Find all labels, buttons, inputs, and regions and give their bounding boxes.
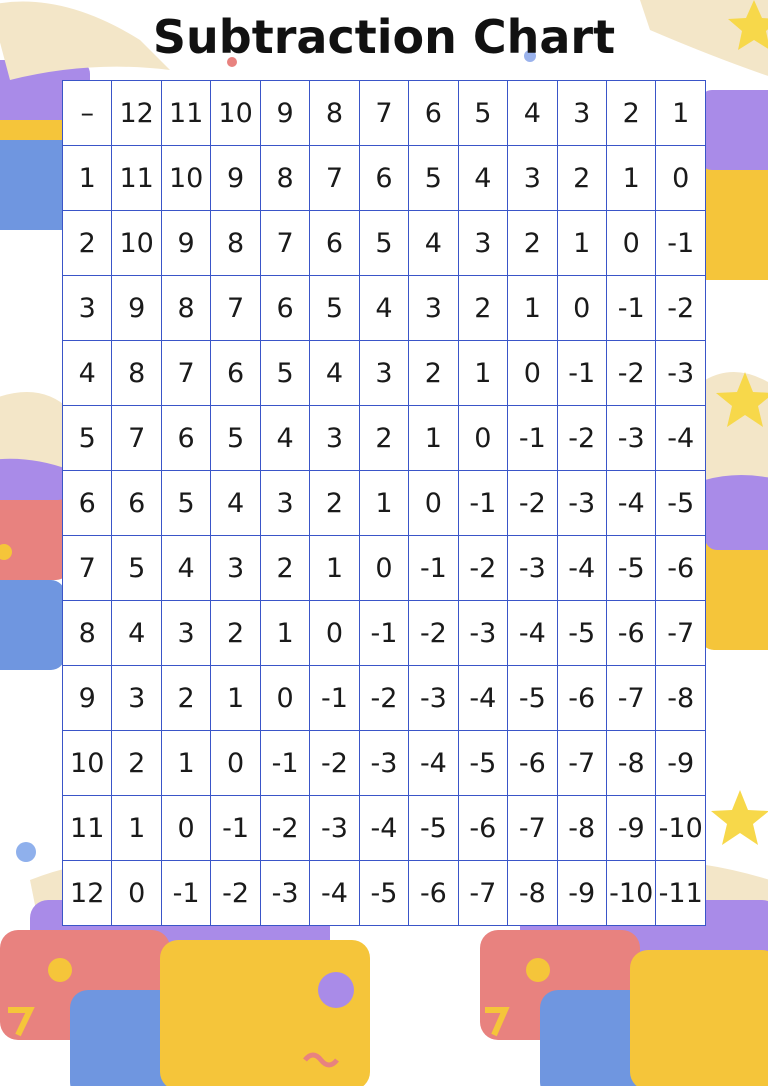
- table-cell: -2: [458, 536, 507, 601]
- table-cell: 3: [211, 536, 260, 601]
- table-cell: 10: [112, 211, 161, 276]
- table-cell: -7: [656, 601, 706, 666]
- table-cell: -4: [458, 666, 507, 731]
- header-cell: 5: [458, 81, 507, 146]
- table-row: [63, 146, 706, 211]
- table-cell: 8: [211, 211, 260, 276]
- table-cell: 6: [310, 211, 359, 276]
- table-cell: 1: [310, 536, 359, 601]
- header-cell: 11: [161, 81, 210, 146]
- table-cell: -1: [656, 211, 706, 276]
- table-cell: 7: [260, 211, 309, 276]
- table-cell: 6: [161, 406, 210, 471]
- row-header-cell: 9: [63, 666, 112, 731]
- table-cell: -1: [458, 471, 507, 536]
- table-row: [63, 341, 706, 406]
- table-cell: -3: [606, 406, 655, 471]
- table-cell: 1: [508, 276, 557, 341]
- table-row: [63, 471, 706, 536]
- table-cell: -7: [606, 666, 655, 731]
- table-cell: -4: [557, 536, 606, 601]
- table-cell: -2: [409, 601, 458, 666]
- table-cell: 6: [260, 276, 309, 341]
- table-cell: 11: [112, 146, 161, 211]
- table-row: [63, 796, 706, 861]
- table-cell: -8: [508, 861, 557, 926]
- table-cell: -3: [260, 861, 309, 926]
- table-cell: 3: [359, 341, 408, 406]
- header-cell: 2: [606, 81, 655, 146]
- table-cell: 6: [211, 341, 260, 406]
- table-cell: -2: [211, 861, 260, 926]
- table-row: [63, 406, 706, 471]
- table-cell: -7: [458, 861, 507, 926]
- table-cell: -9: [656, 731, 706, 796]
- table-cell: -1: [409, 536, 458, 601]
- table-cell: 9: [161, 211, 210, 276]
- table-cell: -5: [606, 536, 655, 601]
- table-cell: 10: [161, 146, 210, 211]
- row-header-cell: 12: [63, 861, 112, 926]
- table-cell: -3: [656, 341, 706, 406]
- table-cell: -4: [359, 796, 408, 861]
- table-cell: -9: [557, 861, 606, 926]
- table-cell: 1: [606, 146, 655, 211]
- table-cell: 6: [112, 471, 161, 536]
- table-cell: -5: [458, 731, 507, 796]
- table-cell: 4: [310, 341, 359, 406]
- row-header-cell: 10: [63, 731, 112, 796]
- row-header-cell: 8: [63, 601, 112, 666]
- table-cell: 4: [211, 471, 260, 536]
- header-cell: 9: [260, 81, 309, 146]
- table-cell: -1: [557, 341, 606, 406]
- header-row: [63, 81, 706, 146]
- table-cell: -8: [606, 731, 655, 796]
- table-cell: 1: [359, 471, 408, 536]
- table-cell: 3: [161, 601, 210, 666]
- table-cell: 5: [409, 146, 458, 211]
- table-cell: -3: [310, 796, 359, 861]
- table-cell: -3: [409, 666, 458, 731]
- table-cell: 3: [409, 276, 458, 341]
- table-cell: -10: [656, 796, 706, 861]
- table-cell: -1: [508, 406, 557, 471]
- table-cell: 1: [557, 211, 606, 276]
- table-cell: 4: [359, 276, 408, 341]
- header-cell: 1: [656, 81, 706, 146]
- table-cell: -6: [656, 536, 706, 601]
- header-cell: 6: [409, 81, 458, 146]
- table-cell: -3: [359, 731, 408, 796]
- subtraction-table: [62, 80, 706, 926]
- table-cell: 0: [112, 861, 161, 926]
- table-cell: 2: [409, 341, 458, 406]
- header-cell: 8: [310, 81, 359, 146]
- table-cell: 5: [310, 276, 359, 341]
- table-cell: 2: [161, 666, 210, 731]
- table-cell: -3: [508, 536, 557, 601]
- page-title: Subtraction Chart: [152, 10, 616, 64]
- table-cell: -2: [557, 406, 606, 471]
- books-icon: [0, 392, 70, 670]
- table-cell: -2: [606, 341, 655, 406]
- table-cell: -1: [211, 796, 260, 861]
- table-cell: -8: [557, 796, 606, 861]
- table-cell: 0: [359, 536, 408, 601]
- table-cell: 8: [161, 276, 210, 341]
- table-cell: 8: [112, 341, 161, 406]
- table-cell: -5: [359, 861, 408, 926]
- table-cell: 2: [260, 536, 309, 601]
- table-cell: -2: [359, 666, 408, 731]
- table-cell: 5: [359, 211, 408, 276]
- table-cell: -7: [557, 731, 606, 796]
- table-cell: 4: [458, 146, 507, 211]
- table-cell: 1: [458, 341, 507, 406]
- table-cell: -6: [557, 666, 606, 731]
- table-cell: 0: [161, 796, 210, 861]
- table-cell: -1: [260, 731, 309, 796]
- table-cell: -6: [409, 861, 458, 926]
- table-cell: -2: [310, 731, 359, 796]
- table-cell: 8: [260, 146, 309, 211]
- table-cell: -4: [310, 861, 359, 926]
- row-header-cell: 1: [63, 146, 112, 211]
- table-row: [63, 536, 706, 601]
- table-cell: -5: [409, 796, 458, 861]
- header-cell: 7: [359, 81, 408, 146]
- table-cell: 6: [359, 146, 408, 211]
- table-cell: 0: [310, 601, 359, 666]
- table-cell: 0: [508, 341, 557, 406]
- table-cell: -1: [606, 276, 655, 341]
- table-cell: 4: [409, 211, 458, 276]
- table-cell: -3: [557, 471, 606, 536]
- table-cell: -8: [656, 666, 706, 731]
- table-cell: -1: [359, 601, 408, 666]
- table-cell: -3: [458, 601, 507, 666]
- header-cell: 3: [557, 81, 606, 146]
- table-row: [63, 211, 706, 276]
- table-cell: 0: [656, 146, 706, 211]
- table-cell: -9: [606, 796, 655, 861]
- table-cell: 7: [161, 341, 210, 406]
- table-cell: -11: [656, 861, 706, 926]
- table-cell: 2: [557, 146, 606, 211]
- table-cell: -6: [508, 731, 557, 796]
- table-cell: -1: [310, 666, 359, 731]
- table-cell: -7: [508, 796, 557, 861]
- table-cell: 9: [112, 276, 161, 341]
- table-cell: 0: [606, 211, 655, 276]
- row-header-cell: 4: [63, 341, 112, 406]
- table-row: [63, 276, 706, 341]
- table-cell: 7: [211, 276, 260, 341]
- table-cell: 0: [211, 731, 260, 796]
- row-header-cell: 11: [63, 796, 112, 861]
- table-cell: -5: [508, 666, 557, 731]
- table-cell: 2: [211, 601, 260, 666]
- table-row: [63, 731, 706, 796]
- table-cell: 5: [211, 406, 260, 471]
- table-cell: 4: [161, 536, 210, 601]
- table-row: [63, 861, 706, 926]
- table-cell: 4: [112, 601, 161, 666]
- table-cell: -4: [656, 406, 706, 471]
- table-cell: 2: [458, 276, 507, 341]
- table-cell: -4: [606, 471, 655, 536]
- table-cell: 0: [409, 471, 458, 536]
- table-cell: -2: [260, 796, 309, 861]
- table-cell: 0: [260, 666, 309, 731]
- table-cell: 5: [112, 536, 161, 601]
- table-cell: -6: [606, 601, 655, 666]
- table-cell: 9: [211, 146, 260, 211]
- table-cell: -6: [458, 796, 507, 861]
- table-cell: 1: [112, 796, 161, 861]
- table-cell: 5: [260, 341, 309, 406]
- table-cell: 0: [557, 276, 606, 341]
- table-cell: 3: [310, 406, 359, 471]
- table-cell: 1: [161, 731, 210, 796]
- header-cell: 12: [112, 81, 161, 146]
- table-cell: 3: [112, 666, 161, 731]
- row-header-cell: 3: [63, 276, 112, 341]
- table-cell: 2: [508, 211, 557, 276]
- table-cell: 4: [260, 406, 309, 471]
- table-cell: -4: [508, 601, 557, 666]
- star-icon: [711, 790, 768, 845]
- table-cell: -5: [656, 471, 706, 536]
- table-cell: 3: [260, 471, 309, 536]
- table-cell: 7: [112, 406, 161, 471]
- table-cell: 2: [359, 406, 408, 471]
- table-cell: 1: [409, 406, 458, 471]
- table-cell: -5: [557, 601, 606, 666]
- table-row: [63, 601, 706, 666]
- table-cell: 1: [211, 666, 260, 731]
- row-header-cell: 5: [63, 406, 112, 471]
- table-cell: 0: [458, 406, 507, 471]
- table-cell: 5: [161, 471, 210, 536]
- header-cell: 4: [508, 81, 557, 146]
- table-cell: 2: [112, 731, 161, 796]
- table-row: [63, 666, 706, 731]
- row-header-cell: 6: [63, 471, 112, 536]
- table-cell: -2: [508, 471, 557, 536]
- table-cell: -1: [161, 861, 210, 926]
- row-header-cell: 7: [63, 536, 112, 601]
- table-cell: 2: [310, 471, 359, 536]
- table-cell: -2: [656, 276, 706, 341]
- header-cell: 10: [211, 81, 260, 146]
- table-cell: 1: [260, 601, 309, 666]
- corner-cell: –: [63, 81, 112, 146]
- table-cell: -10: [606, 861, 655, 926]
- table-cell: 3: [508, 146, 557, 211]
- table-cell: 3: [458, 211, 507, 276]
- table-cell: 7: [310, 146, 359, 211]
- row-header-cell: 2: [63, 211, 112, 276]
- table-cell: -4: [409, 731, 458, 796]
